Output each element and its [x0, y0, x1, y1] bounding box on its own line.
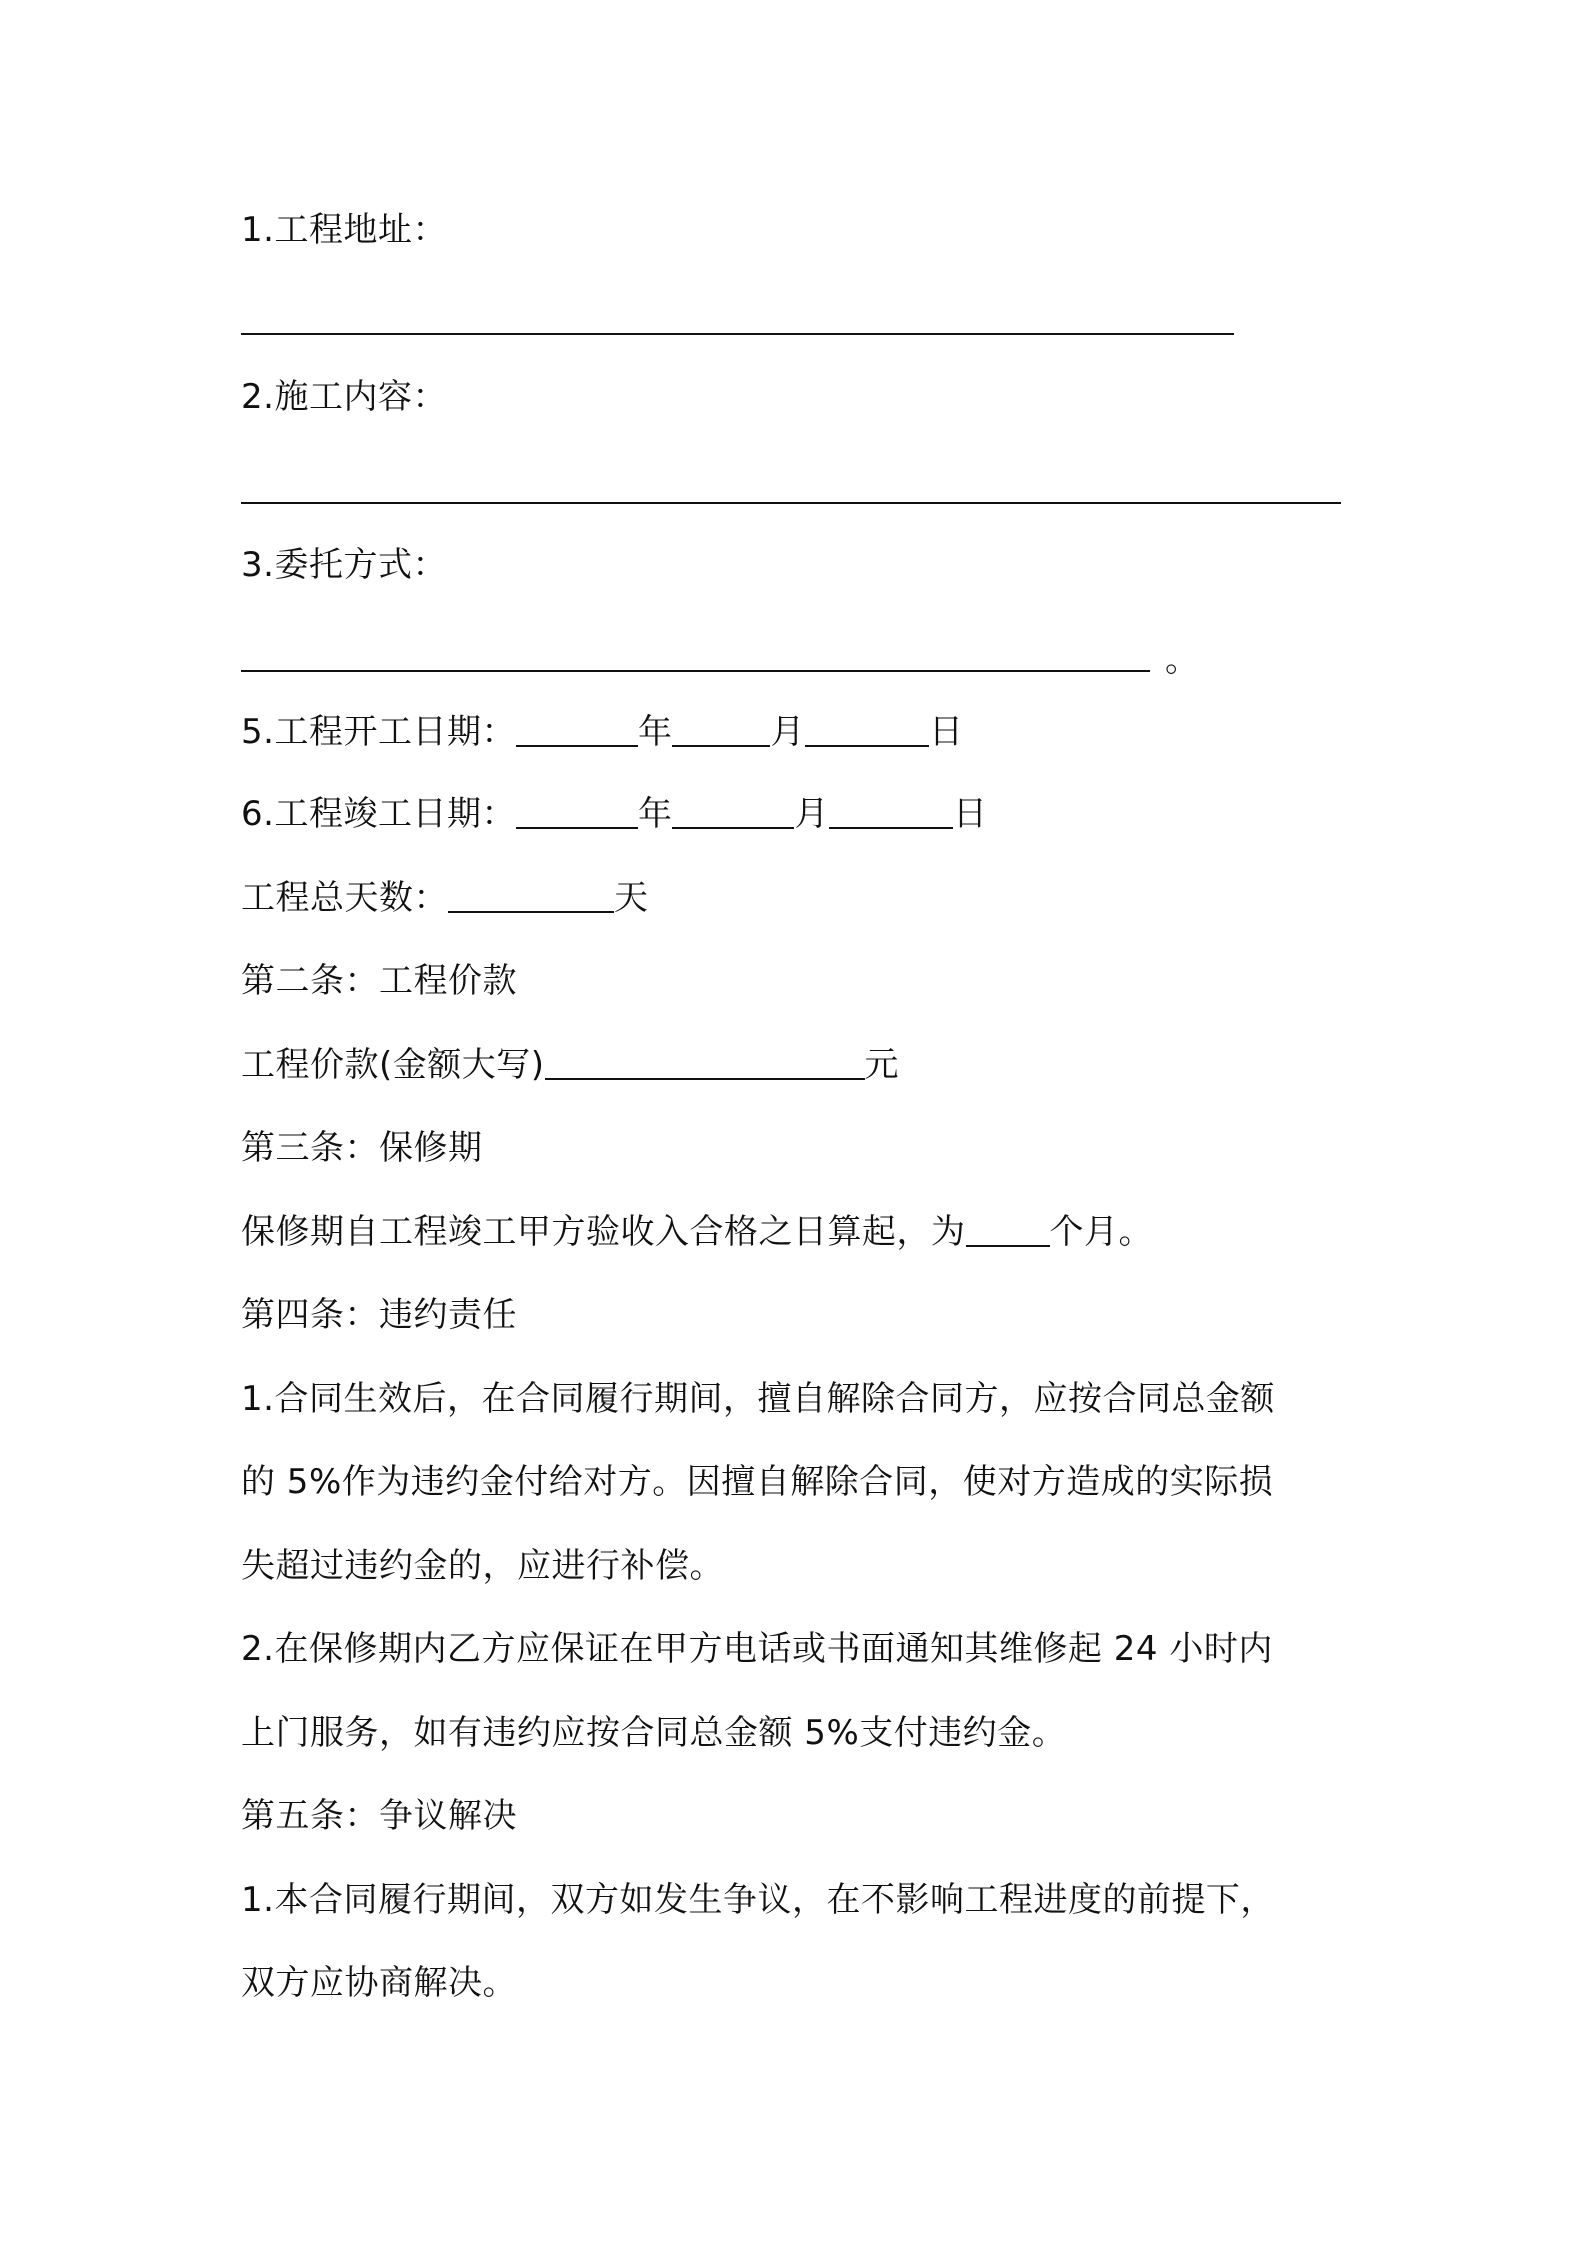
total-days-line: [241, 876, 649, 920]
method-blank: [241, 670, 1150, 672]
price-unit: 元: [864, 1045, 900, 1085]
finish-year-unit: 年: [637, 794, 673, 834]
start-day-blank: [805, 715, 929, 747]
art4-item1-line3: 失超过违约金的，应进行补偿。: [241, 1546, 724, 1586]
start-date-line: [241, 710, 963, 754]
address-label: 1.工程地址：: [241, 210, 447, 250]
price-label: 工程价款(金额大写): [241, 1045, 545, 1085]
article-2-heading: 第二条：工程价款: [241, 961, 517, 1001]
start-month-blank: [672, 715, 770, 747]
start-month-unit: 月: [770, 712, 805, 752]
total-days-label: 工程总天数：: [241, 878, 448, 918]
warranty-months-blank: [966, 1215, 1050, 1247]
art4-item1-line2: 的 5%作为违约金付给对方。因擅自解除合同，使对方造成的实际损: [241, 1462, 1274, 1502]
content-label: 2.施工内容：: [241, 377, 447, 417]
article-4-heading: 第四条：违约责任: [241, 1295, 517, 1335]
finish-date-label: 6.工程竣工日期：: [241, 794, 516, 834]
finish-month-unit: 月: [794, 794, 829, 834]
total-days-blank: [448, 881, 614, 913]
art5-item1-line2: 双方应协商解决。: [241, 1963, 517, 2003]
art4-item2-line1: 2.在保修期内乙方应保证在甲方电话或书面通知其维修起 24 小时内: [241, 1629, 1273, 1669]
content-blank: [241, 502, 1341, 504]
art4-item2-line2: 上门服务，如有违约应按合同总金额 5%支付违约金。: [241, 1713, 1067, 1753]
price-blank: [545, 1048, 865, 1080]
art4-item1-line1: 1.合同生效后，在合同履行期间，擅自解除合同方，应按合同总金额: [241, 1379, 1275, 1419]
method-label: 3.委托方式：: [241, 545, 447, 585]
finish-month-blank: [672, 797, 794, 829]
warranty-text: 保修期自工程竣工甲方验收入合格之日算起，为: [241, 1212, 966, 1252]
price-line: [241, 1043, 899, 1087]
address-blank: [241, 333, 1234, 335]
finish-year-blank: [516, 797, 638, 829]
warranty-unit: 个月。: [1049, 1212, 1153, 1252]
start-date-label: 5.工程开工日期：: [241, 712, 516, 752]
start-year-unit: 年: [637, 712, 673, 752]
total-days-unit: 天: [614, 878, 649, 918]
finish-day-blank: [829, 797, 953, 829]
art5-item1-line1: 1.本合同履行期间，双方如发生争议，在不影响工程进度的前提下，: [241, 1880, 1275, 1920]
method-end: 。: [1165, 640, 1199, 680]
warranty-line: [241, 1210, 1153, 1254]
finish-day-unit: 日: [952, 794, 988, 834]
start-day-unit: 日: [928, 712, 964, 752]
start-year-blank: [516, 715, 638, 747]
article-5-heading: 第五条：争议解决: [241, 1796, 517, 1836]
finish-date-line: [241, 792, 987, 836]
article-3-heading: 第三条：保修期: [241, 1128, 483, 1168]
